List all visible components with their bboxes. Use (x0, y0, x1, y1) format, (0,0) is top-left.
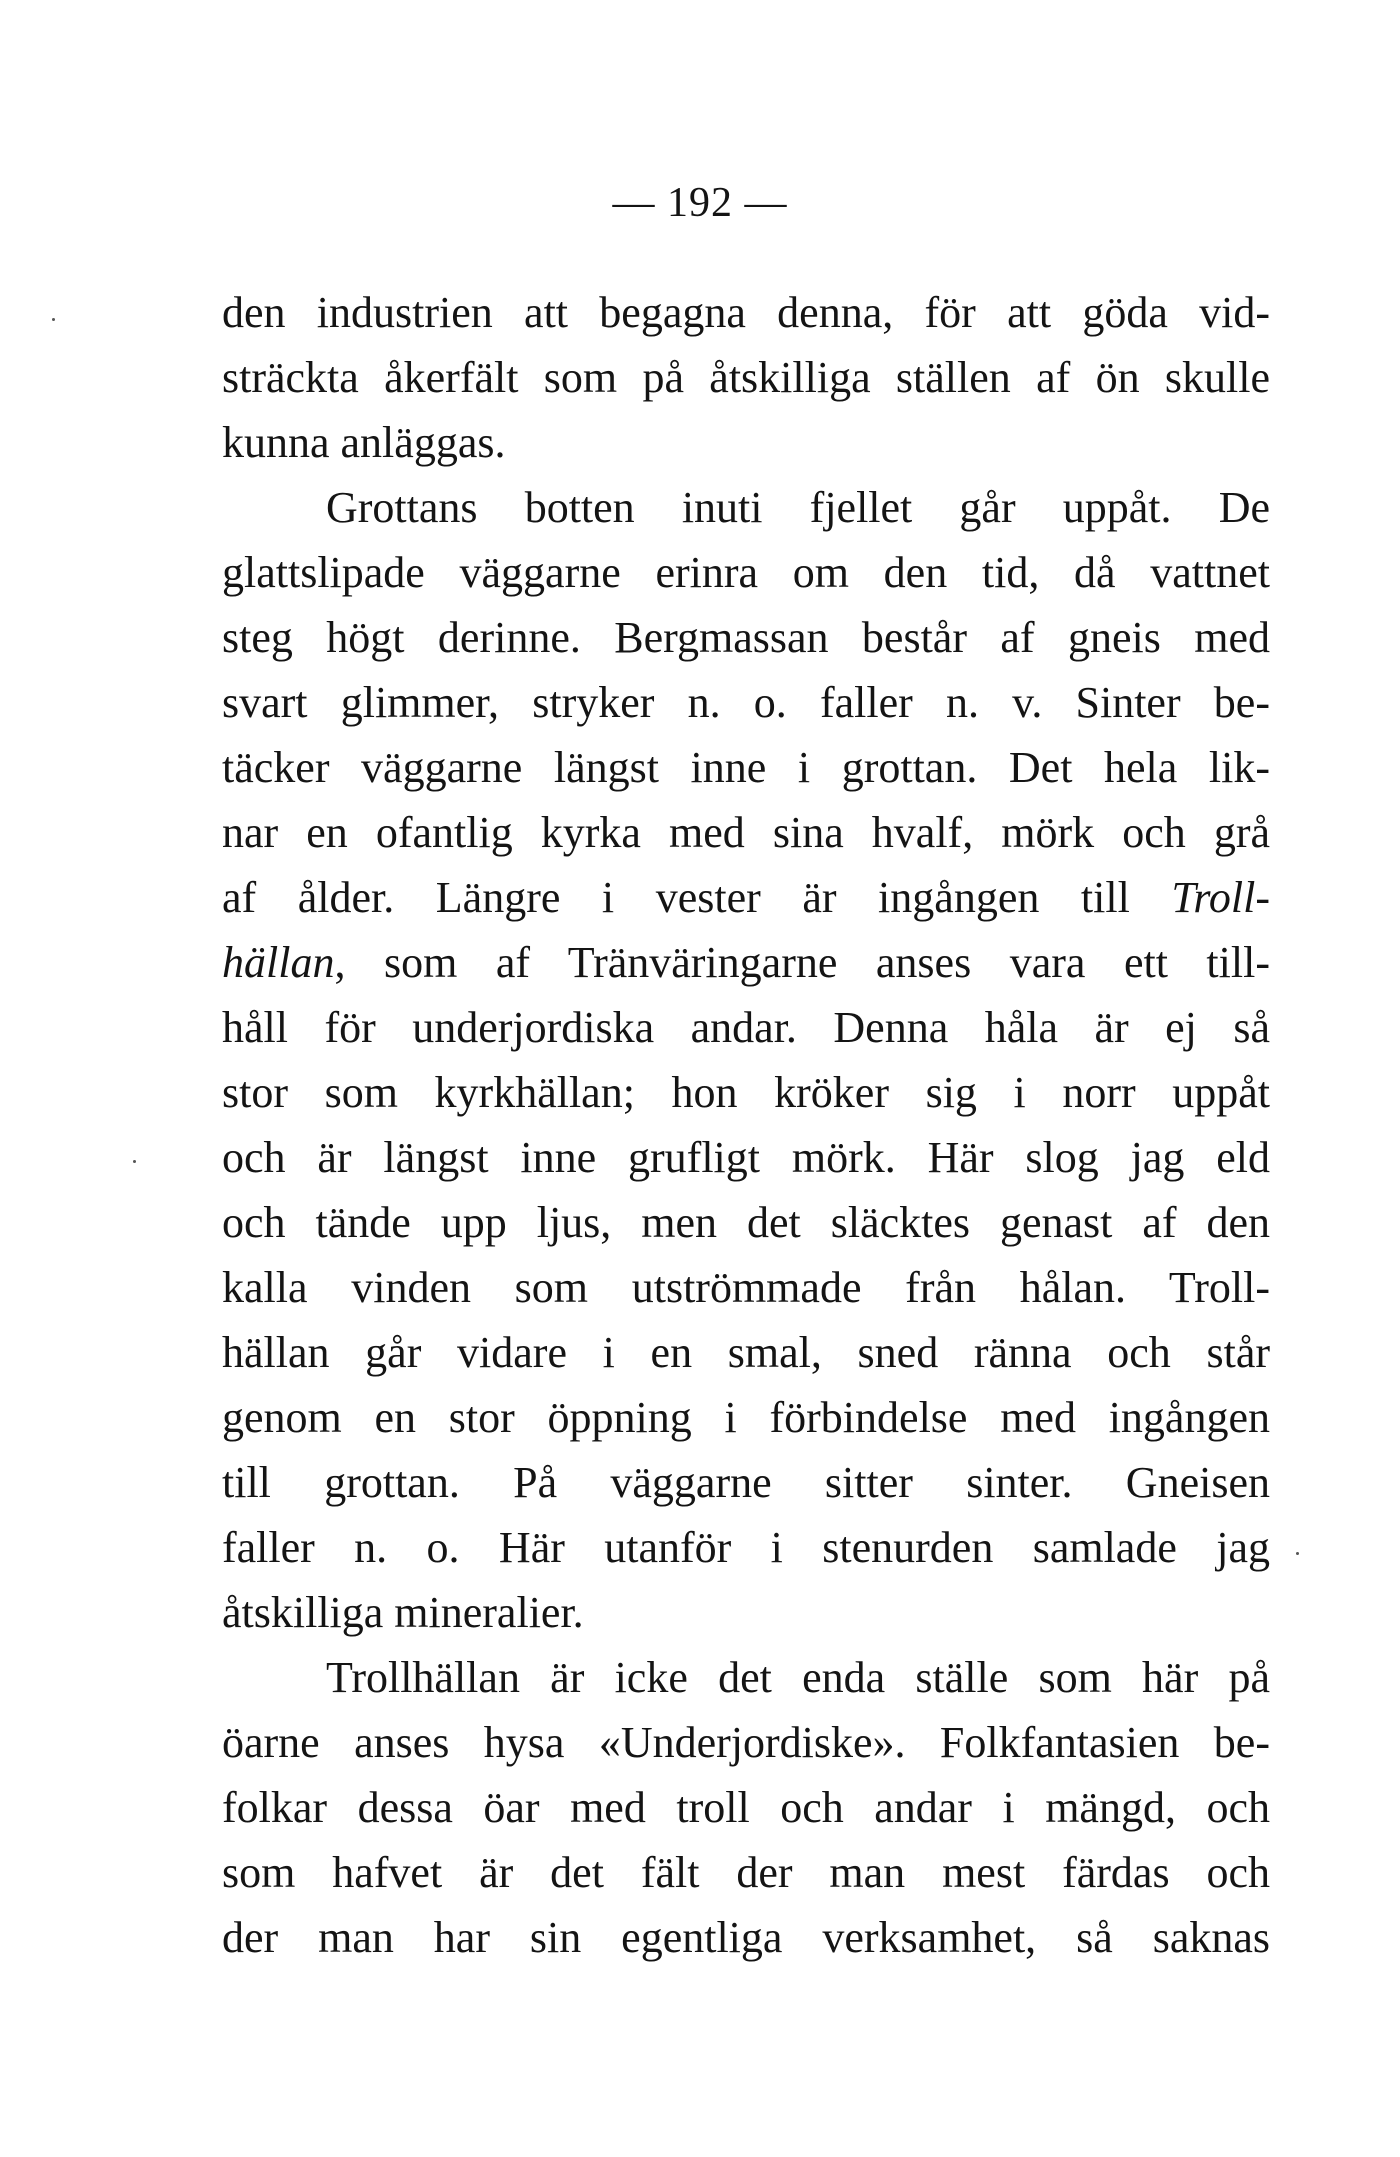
stray-mark (1296, 1552, 1299, 1555)
stray-mark (133, 1160, 136, 1163)
text-segment: , som af Tränväringarne anses vara ett till- (334, 938, 1270, 987)
text-line: hällan går vidare i en smal, sned ränna och står (222, 1328, 1270, 1377)
text-line: faller n. o. Här utanför i stenurden samlade jag (222, 1523, 1270, 1572)
paragraph-start-line: Grottans botten inuti fjellet går uppåt. De (326, 483, 1270, 532)
text-line: sträckta åkerfält som på åtskilliga ställen af ön skulle (222, 353, 1270, 402)
text-line: glattslipade väggarne erinra om den tid, då vattnet (222, 548, 1270, 597)
stray-mark (52, 318, 55, 321)
text-line (222, 865, 1270, 930)
text-line: som hafvet är det fält der man mest färdas och (222, 1848, 1270, 1897)
text-line (222, 930, 1270, 995)
page-number: — 192 — (612, 180, 788, 226)
text-line: håll för underjordiska andar. Denna håla är ej så (222, 1003, 1270, 1052)
text-segment: af ålder. Längre i vester är ingången till (222, 873, 1172, 922)
text-line: stor som kyrkhällan; hon kröker sig i norr uppåt (222, 1068, 1270, 1117)
text-line: och tände upp ljus, men det släcktes genast af den (222, 1198, 1270, 1247)
text-line: svart glimmer, stryker n. o. faller n. v. Sinter be- (222, 678, 1270, 727)
text-line: steg högt derinne. Bergmassan består af gneis med (222, 613, 1270, 662)
text-line: genom en stor öppning i förbindelse med ingången (222, 1393, 1270, 1442)
text-line: nar en ofantlig kyrka med sina hvalf, mörk och grå (222, 808, 1270, 857)
text-line: den industrien att begagna denna, för att göda vid- (222, 288, 1270, 337)
text-line: folkar dessa öar med troll och andar i mängd, och (222, 1783, 1270, 1832)
paragraph-start-line: Trollhällan är icke det enda ställe som här på (326, 1653, 1270, 1702)
italic-place-name: hällan (222, 938, 335, 987)
text-line: öarne anses hysa «Underjordiske». Folkfantasien be- (222, 1718, 1270, 1767)
text-line: åtskilliga mineralier. (222, 1588, 584, 1637)
text-line: kunna anläggas. (222, 418, 506, 467)
text-line: och är längst inne grufligt mörk. Här slog jag eld (222, 1133, 1270, 1182)
text-line: till grottan. På väggarne sitter sinter. Gneisen (222, 1458, 1270, 1507)
text-line: der man har sin egentliga verksamhet, så saknas (222, 1913, 1270, 1962)
body-text (222, 280, 1270, 1970)
text-line: täcker väggarne längst inne i grottan. Det hela lik- (222, 743, 1270, 792)
italic-place-name: Troll- (1171, 873, 1270, 922)
text-line: kalla vinden som utströmmade från hålan. Troll- (222, 1263, 1270, 1312)
